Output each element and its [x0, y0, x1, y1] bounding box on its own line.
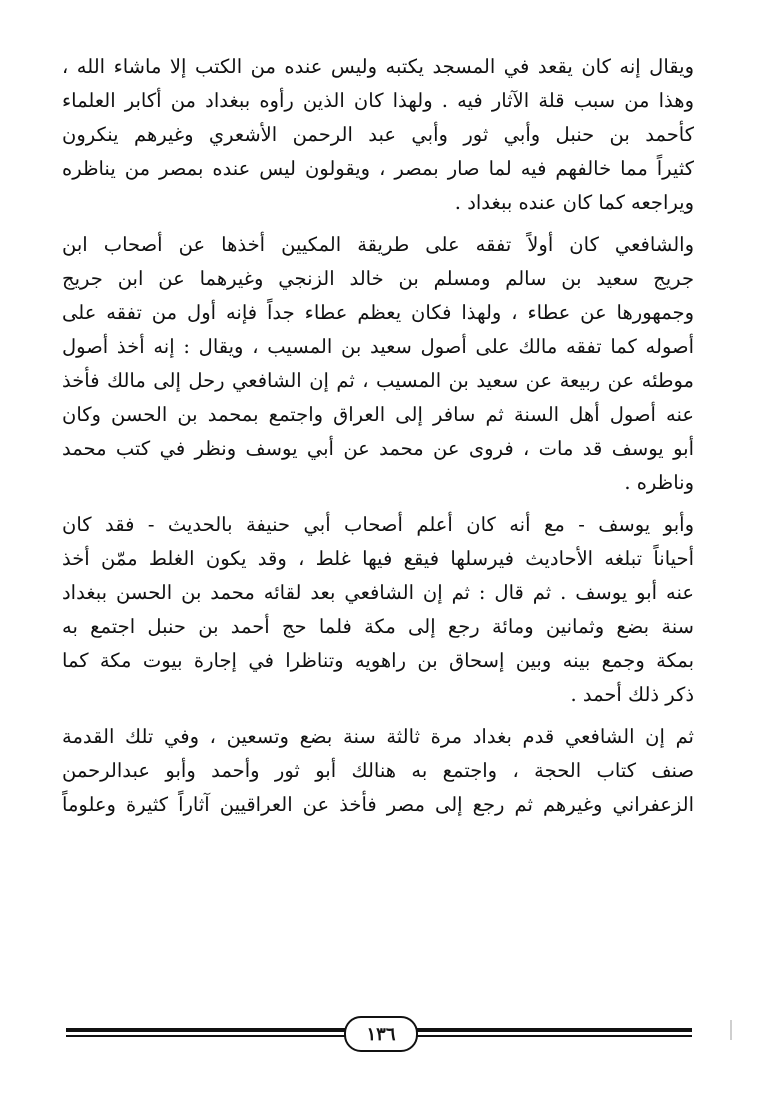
text-line: أصوله كما تفقه مالك على أصول سعيد بن المسيب ، ويقال : إنه أخذ أصول: [62, 335, 694, 358]
paragraph-4: [62, 720, 694, 822]
page-number: ١٣٦: [344, 1016, 418, 1052]
text-line: سنة بضع وثمانين ومائة رجع إلى مكة فلما حج أحمد بن حنبل اجتمع به: [62, 615, 694, 638]
text-line: ثم إن الشافعي قدم بغداد مرة ثالثة سنة بضع وتسعين ، وفي تلك القدمة: [62, 725, 694, 748]
body-text: [62, 50, 694, 822]
text-line: جريج سعيد بن سالم ومسلم بن خالد الزنجي وغيرهما عن ابن جريج: [62, 267, 694, 290]
text-line: الزعفراني وغيرهم ثم رجع إلى مصر فأخذ عن العراقيين آثاراً كثيرة وعلوماً: [62, 793, 694, 816]
text-line: وهذا من سبب قلة الآثار فيه . ولهذا كان الذين رأوه ببغداد من أكابر العلماء: [62, 89, 694, 112]
text-line: ويراجعه كما كان عنده ببغداد .: [454, 191, 694, 214]
text-line: وناظره .: [624, 471, 694, 494]
text-line: ذكر ذلك أحمد .: [570, 683, 694, 706]
text-line: ويقال إنه كان يقعد في المسجد يكتبه وليس عنده من الكتب إلا ماشاء الله ،: [62, 55, 694, 78]
text-line: عنه أبو يوسف . ثم قال : ثم إن الشافعي بعد لقائه محمد بن الحسن ببغداد: [62, 581, 694, 604]
text-line: وجمهورها عن عطاء ، ولهذا فكان يعظم عطاء جداً فإنه أول من تفقه على: [62, 301, 694, 324]
scan-margin-mark: [730, 1020, 732, 1040]
paragraph-3: [62, 508, 694, 712]
text-line: أحياناً تبلغه الأحاديث فيرسلها فيقع فيها غلط ، وقد يكون الغلط ممّن أخذ: [62, 547, 694, 570]
text-line: بمكة وجمع بينه وبين إسحاق بن راهويه وتناظرا في إجارة بيوت مكة كما: [62, 649, 694, 672]
text-line: أبو يوسف قد مات ، فروى عن محمد عن أبي يوسف ونظر في كتب محمد: [62, 437, 694, 460]
text-line: كأحمد بن حنبل وأبي ثور وأبي عبد الرحمن الأشعري وغيرهم ينكرون: [62, 123, 694, 146]
text-line: والشافعي كان أولاً تفقه على طريقة المكيين أخذها عن أصحاب ابن: [62, 233, 694, 256]
page-footer: [66, 1012, 692, 1052]
text-line: كثيراً مما خالفهم فيه لما صار بمصر ، ويقولون ليس عنده بمصر من يناظره: [62, 157, 694, 180]
text-line: عنه أصول أهل السنة ثم سافر إلى العراق واجتمع بمحمد بن الحسن وكان: [62, 403, 694, 426]
text-line: صنف كتاب الحجة ، واجتمع به هنالك أبو ثور وأحمد وأبو عبدالرحمن: [62, 759, 694, 782]
paragraph-2: [62, 228, 694, 500]
text-line: وأبو يوسف - مع أنه كان أعلم أصحاب أبي حنيفة بالحديث - فقد كان: [62, 513, 694, 536]
paragraph-1: [62, 50, 694, 220]
text-line: موطئه عن ربيعة عن سعيد بن المسيب ، ثم إن الشافعي رحل إلى مالك فأخذ: [62, 369, 694, 392]
